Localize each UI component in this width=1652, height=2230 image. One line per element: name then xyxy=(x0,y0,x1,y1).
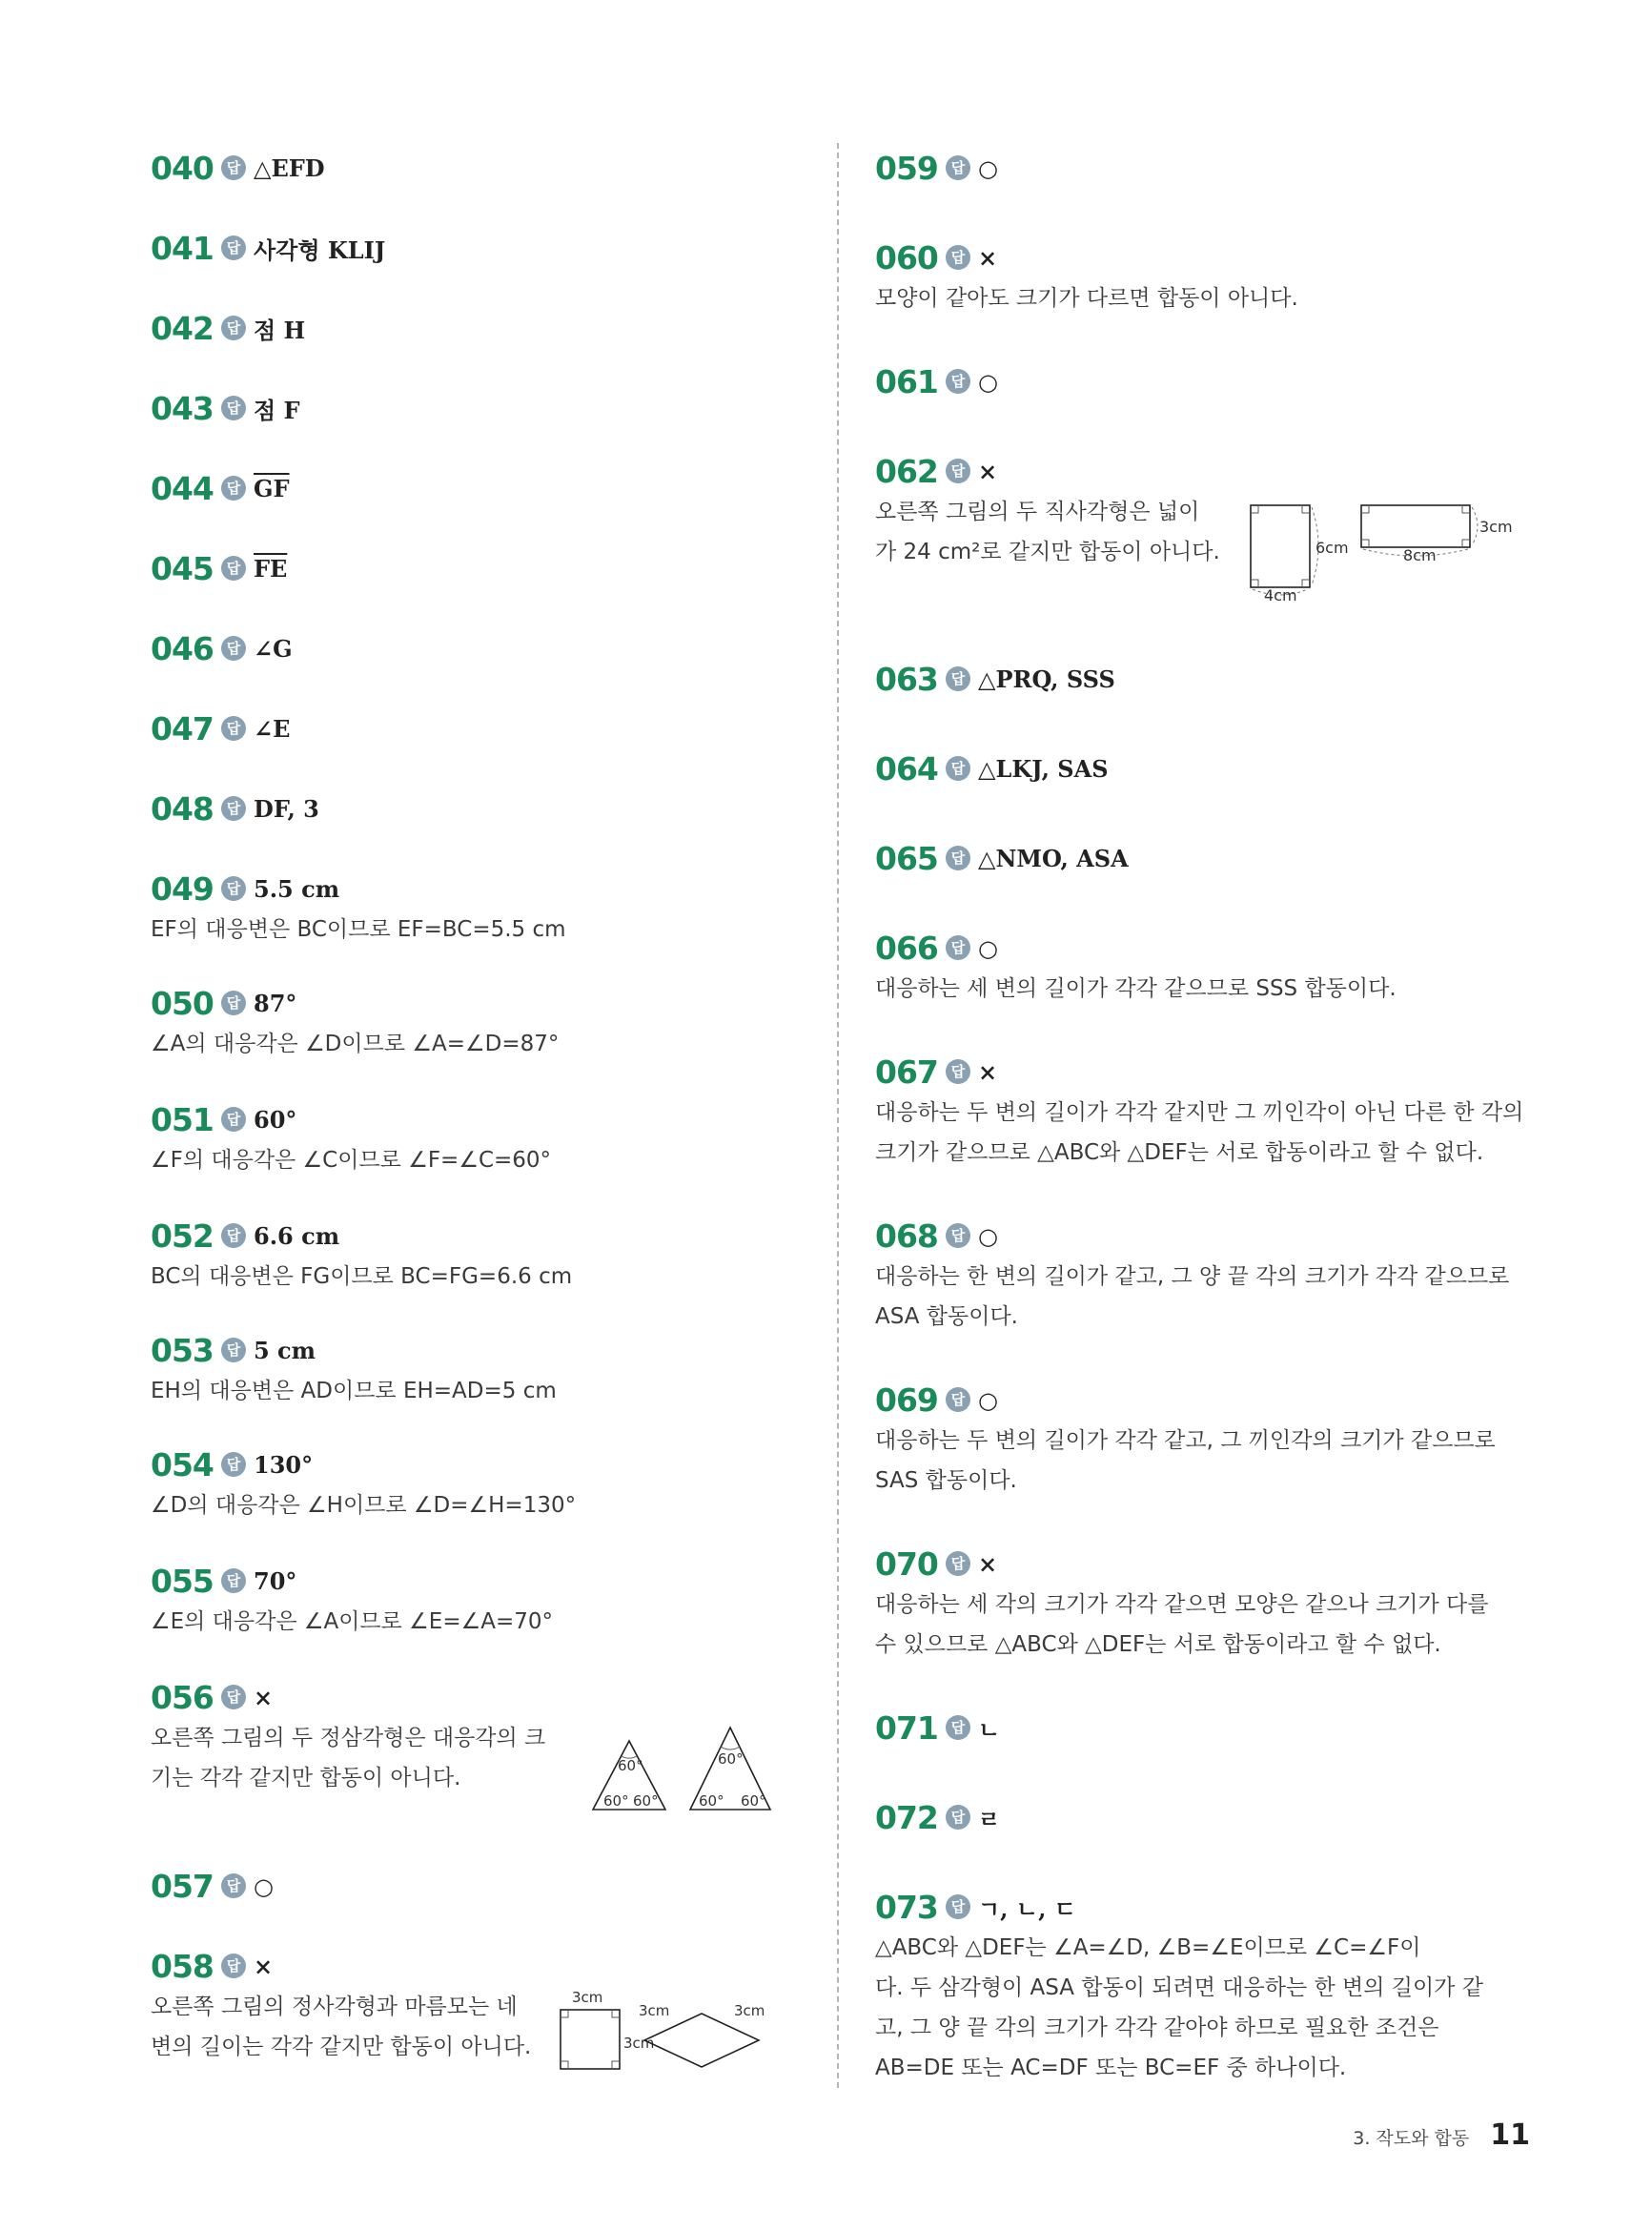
answer-badge: 답 xyxy=(221,235,246,260)
answer-badge: 답 xyxy=(221,556,246,581)
problem-number: 065 xyxy=(875,839,938,877)
answer-item xyxy=(151,1676,818,1810)
explanation: △ABC와 △DEF는 ∠A=∠D, ∠B=∠E이므로 ∠C=∠F이 다. 두 삼각형이 ASA 합동이 되려면 대응하는 한 변의 길이가 같 고, 그 양 끝 각의 크기가 각각 같아야 하므로 필요한 조건은 AB=DE 또는 AC=DF 또는 BC=EF 중 하나이다. xyxy=(875,1935,1483,2080)
problem-number: 057 xyxy=(151,1867,214,1905)
answer-badge: 답 xyxy=(221,396,246,420)
problem-number: 066 xyxy=(875,929,938,967)
answer-badge: 답 xyxy=(221,1685,246,1709)
answer-item xyxy=(875,1886,1533,2088)
side-label: 3cm xyxy=(623,2035,655,2052)
answer-item xyxy=(151,627,818,669)
answer-badge: 답 xyxy=(221,1338,246,1362)
answer-text: 사각형 KLIJ xyxy=(254,235,386,264)
problem-number: 052 xyxy=(151,1217,214,1255)
side-label: 3cm xyxy=(639,2002,670,2019)
answer-text: ○ xyxy=(978,933,998,962)
problem-number: 068 xyxy=(875,1217,938,1255)
answer-item xyxy=(151,1945,818,2067)
answer-badge: 답 xyxy=(221,1107,246,1132)
answer-item xyxy=(875,747,1533,789)
explanation: 대응하는 두 변의 길이가 각각 같지만 그 끼인각이 아닌 다른 한 각의 크기가 같으므로 △ABC와 △DEF는 서로 합동이라고 할 수 없다. xyxy=(875,1100,1524,1165)
answer-badge: 답 xyxy=(946,1223,970,1248)
answer-item xyxy=(875,1051,1533,1173)
answer-text: ○ xyxy=(978,153,998,182)
answer-item xyxy=(151,1865,818,1907)
answer-text: 130° xyxy=(254,1450,314,1479)
explanation: 대응하는 세 변의 길이가 각각 같으므로 SSS 합동이다. xyxy=(875,976,1397,1001)
answer-item xyxy=(151,868,818,950)
answer-text: ∠E xyxy=(254,714,291,743)
answer-item xyxy=(151,1560,818,1642)
answer-item xyxy=(875,1796,1533,1838)
answer-item xyxy=(151,1443,818,1525)
answer-text: × xyxy=(978,1549,998,1578)
explanation: ∠E의 대응각은 ∠A이므로 ∠E=∠A=70° xyxy=(151,1609,553,1634)
section-title: 3. 작도와 합동 xyxy=(1353,2128,1470,2149)
answer-item xyxy=(151,982,818,1064)
answer-text: 70° xyxy=(254,1566,297,1595)
answer-badge: 답 xyxy=(221,991,246,1015)
side-label: 8cm xyxy=(1403,546,1437,564)
answer-badge: 답 xyxy=(221,316,246,340)
problem-number: 045 xyxy=(151,549,214,587)
answer-badge: 답 xyxy=(221,1873,246,1898)
explanation: ∠A의 대응각은 ∠D이므로 ∠A=∠D=87° xyxy=(151,1032,560,1056)
answer-text: 60° xyxy=(254,1105,297,1134)
problem-number: 072 xyxy=(875,1798,938,1836)
explanation: 대응하는 한 변의 길이가 같고, 그 양 끝 각의 크기가 각각 같으므로 ASA 합동이다. xyxy=(875,1264,1510,1329)
angle-label: 60° xyxy=(618,1757,643,1774)
problem-number: 055 xyxy=(151,1562,214,1600)
problem-number: 067 xyxy=(875,1053,938,1091)
answer-badge: 답 xyxy=(221,876,246,901)
column-divider xyxy=(837,143,839,2088)
problem-number: 064 xyxy=(875,749,938,788)
side-label: 6cm xyxy=(1315,539,1349,557)
page-footer xyxy=(1353,2118,1530,2152)
answer-badge: 답 xyxy=(946,935,970,960)
answer-text: ○ xyxy=(254,1872,274,1900)
problem-number: 042 xyxy=(151,309,214,347)
angle-label: 60° xyxy=(603,1792,629,1810)
side-label: 4cm xyxy=(1264,586,1297,603)
answer-item xyxy=(875,147,1533,189)
square-rhombus-figure xyxy=(551,1987,799,2082)
answer-badge: 답 xyxy=(946,1715,970,1740)
answer-item xyxy=(151,788,818,829)
answer-text: 5 cm xyxy=(254,1336,316,1364)
explanation: EH의 대응변은 AD이므로 EH=AD=5 cm xyxy=(151,1379,557,1403)
answer-text: 점 F xyxy=(254,396,300,424)
problem-number: 043 xyxy=(151,389,214,427)
answer-text: ㄱ, ㄴ, ㄷ xyxy=(978,1894,1076,1923)
explanation: 대응하는 두 변의 길이가 각각 같고, 그 끼인각의 크기가 같으므로 SAS 합동이다. xyxy=(875,1428,1496,1493)
answer-item xyxy=(875,450,1533,603)
answer-text: ∠G xyxy=(254,634,293,663)
answer-badge: 답 xyxy=(221,1452,246,1477)
problem-number: 050 xyxy=(151,984,214,1022)
problem-number: 053 xyxy=(151,1331,214,1369)
explanation: 대응하는 세 각의 크기가 각각 같으면 모양은 같으나 크기가 다를 수 있으므로 △ABC와 △DEF는 서로 합동이라고 할 수 없다. xyxy=(875,1592,1489,1657)
problem-number: 044 xyxy=(151,469,214,507)
explanation: ∠D의 대응각은 ∠H이므로 ∠D=∠H=130° xyxy=(151,1493,577,1518)
answer-badge: 답 xyxy=(221,155,246,180)
problem-number: 051 xyxy=(151,1100,214,1138)
answer-badge: 답 xyxy=(946,369,970,394)
answer-item xyxy=(151,307,818,349)
angle-label: 60° xyxy=(718,1750,744,1768)
explanation: BC의 대응변은 FG이므로 BC=FG=6.6 cm xyxy=(151,1264,573,1289)
answer-badge: 답 xyxy=(946,459,970,483)
angle-label: 60° xyxy=(699,1792,724,1810)
answer-text: 점 H xyxy=(254,316,306,344)
problem-number: 058 xyxy=(151,1947,214,1985)
answer-text: ○ xyxy=(978,1385,998,1414)
answer-text: △NMO, ASA xyxy=(978,844,1129,872)
explanation: 모양이 같아도 크기가 다르면 합동이 아니다. xyxy=(875,286,1298,311)
answer-badge: 답 xyxy=(221,1954,246,1978)
explanation: EF의 대응변은 BC이므로 EF=BC=5.5 cm xyxy=(151,917,566,942)
problem-number: 073 xyxy=(875,1888,938,1926)
answer-text: △PRQ, SSS xyxy=(978,665,1115,693)
explanation: 오른쪽 그림의 두 직사각형은 넓이 가 24 cm²로 같지만 합동이 아니다. xyxy=(875,500,1220,564)
answer-item xyxy=(875,1707,1533,1749)
answer-text: 6.6 cm xyxy=(254,1221,340,1250)
problem-number: 070 xyxy=(875,1545,938,1583)
problem-number: 069 xyxy=(875,1381,938,1419)
answer-text: × xyxy=(978,457,998,485)
explanation: 오른쪽 그림의 정사각형과 마름모는 네 변의 길이는 각각 같지만 합동이 아니다. xyxy=(151,1995,532,2059)
answer-item xyxy=(875,1379,1533,1501)
answer-item xyxy=(151,1329,818,1411)
answer-text: $\overline{GF}$ xyxy=(254,474,290,502)
answer-badge: 답 xyxy=(221,796,246,821)
problem-number: 040 xyxy=(151,149,214,187)
equilateral-triangles-figure xyxy=(591,1726,801,1821)
answer-item xyxy=(151,387,818,429)
answer-item xyxy=(875,658,1533,700)
side-label: 3cm xyxy=(734,2002,765,2019)
answer-badge: 답 xyxy=(946,1387,970,1412)
answer-text: $\overline{FE}$ xyxy=(254,554,288,583)
answer-badge: 답 xyxy=(221,1568,246,1593)
problem-number: 046 xyxy=(151,629,214,667)
answer-badge: 답 xyxy=(221,1223,246,1248)
answer-item xyxy=(151,1098,818,1180)
answer-item xyxy=(875,236,1533,318)
problem-number: 059 xyxy=(875,149,938,187)
angle-label: 60° xyxy=(741,1792,766,1810)
answer-item xyxy=(875,927,1533,1009)
problem-number: 048 xyxy=(151,789,214,828)
answer-item xyxy=(151,147,818,189)
answer-item xyxy=(151,547,818,589)
problem-number: 063 xyxy=(875,660,938,698)
problem-number: 049 xyxy=(151,869,214,908)
answer-badge: 답 xyxy=(946,846,970,870)
page-number: 11 xyxy=(1490,2118,1530,2152)
answer-badge: 답 xyxy=(946,1551,970,1576)
answer-item xyxy=(875,1543,1533,1665)
problem-number: 041 xyxy=(151,229,214,267)
answer-badge: 답 xyxy=(221,636,246,661)
explanation: ∠F의 대응각은 ∠C이므로 ∠F=∠C=60° xyxy=(151,1148,552,1173)
answer-badge: 답 xyxy=(221,716,246,741)
answer-badge: 답 xyxy=(946,1805,970,1830)
answer-item xyxy=(151,227,818,269)
answer-item xyxy=(875,360,1533,402)
problem-number: 054 xyxy=(151,1445,214,1483)
answer-item xyxy=(151,1215,818,1297)
answer-badge: 답 xyxy=(946,666,970,691)
answer-text: × xyxy=(978,243,998,272)
answer-text: × xyxy=(978,1057,998,1086)
rectangles-figure xyxy=(1243,498,1519,606)
answer-text: × xyxy=(254,1683,274,1711)
side-label: 3cm xyxy=(572,1989,603,2006)
answer-badge: 답 xyxy=(946,245,970,270)
answer-text: ㄹ xyxy=(978,1805,1001,1833)
answer-text: △EFD xyxy=(254,153,325,182)
problem-number: 062 xyxy=(875,452,938,490)
answer-text: △LKJ, SAS xyxy=(978,754,1109,783)
problem-number: 056 xyxy=(151,1678,214,1716)
answer-text: DF, 3 xyxy=(254,794,319,823)
answer-text: ○ xyxy=(978,1221,998,1250)
answer-badge: 답 xyxy=(946,756,970,781)
answer-badge: 답 xyxy=(946,1059,970,1084)
problem-number: 061 xyxy=(875,362,938,400)
answer-text: ㄴ xyxy=(978,1715,1001,1744)
answer-text: 5.5 cm xyxy=(254,874,340,903)
answer-badge: 답 xyxy=(221,476,246,501)
answer-badge: 답 xyxy=(946,1894,970,1919)
problem-number: 060 xyxy=(875,238,938,276)
answer-text: ○ xyxy=(978,367,998,396)
answer-badge: 답 xyxy=(946,155,970,180)
answer-item xyxy=(151,467,818,509)
answer-text: 87° xyxy=(254,989,297,1017)
angle-label: 60° xyxy=(633,1792,659,1810)
answer-item xyxy=(875,837,1533,879)
answer-item xyxy=(875,1215,1533,1337)
answer-item xyxy=(151,707,818,749)
problem-number: 047 xyxy=(151,709,214,747)
problem-number: 071 xyxy=(875,1708,938,1747)
explanation: 오른쪽 그림의 두 정삼각형은 대응각의 크 기는 각각 같지만 합동이 아니다. xyxy=(151,1726,546,1790)
answer-text: × xyxy=(254,1952,274,1980)
side-label: 3cm xyxy=(1479,518,1513,536)
